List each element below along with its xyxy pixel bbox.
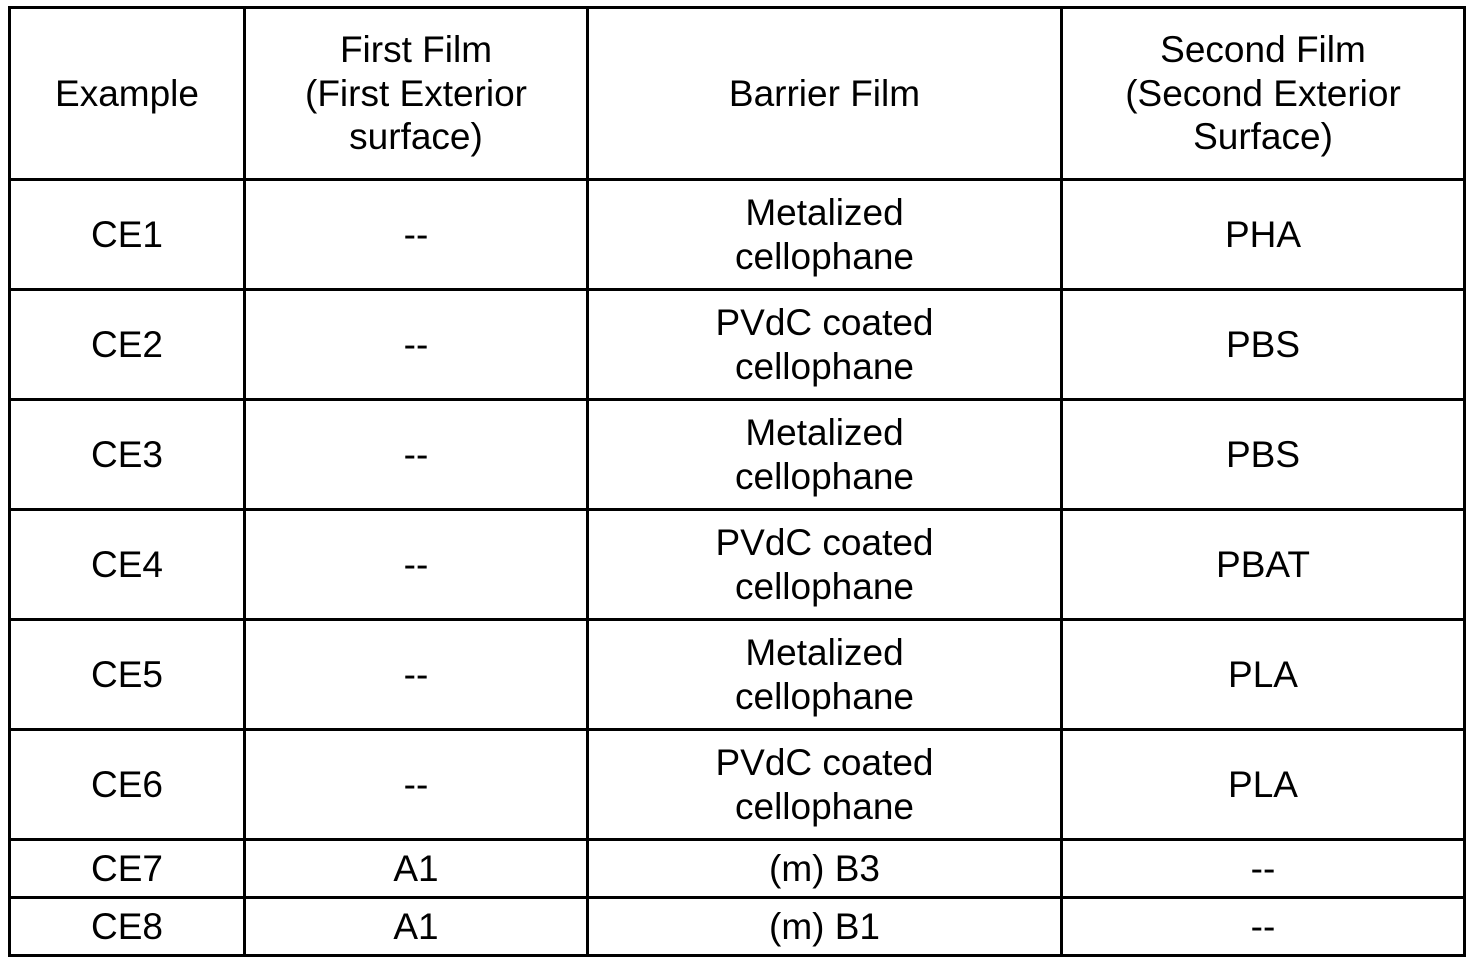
- cell-text: PVdC coated cellophane: [715, 521, 934, 607]
- cell-text: PBS: [1225, 323, 1301, 365]
- cell-first-film: [245, 510, 588, 620]
- cell-barrier-film: [588, 620, 1062, 730]
- cell-example: [10, 730, 245, 840]
- table-row: [10, 730, 1465, 840]
- cell-barrier-film: [588, 510, 1062, 620]
- cell-second-film: [1062, 180, 1465, 290]
- cell-text: (m) B3: [769, 847, 880, 889]
- table-header-row: [10, 8, 1465, 180]
- cell-example: [10, 620, 245, 730]
- cell-text: CE3: [91, 433, 163, 475]
- column-header-example: [10, 8, 245, 180]
- cell-text: CE5: [91, 653, 163, 695]
- table-body: [10, 180, 1465, 956]
- cell-barrier-film: [588, 400, 1062, 510]
- table-row: [10, 510, 1465, 620]
- cell-second-film: [1062, 290, 1465, 400]
- cell-text: --: [1250, 847, 1276, 889]
- cell-first-film: [245, 400, 588, 510]
- table-row: [10, 620, 1465, 730]
- cell-barrier-film: [588, 290, 1062, 400]
- column-header-barrier-film: [588, 8, 1062, 180]
- comparative-examples-table: [8, 6, 1466, 957]
- cell-text: PBAT: [1216, 543, 1310, 585]
- table-row: [10, 400, 1465, 510]
- cell-text: CE4: [91, 543, 163, 585]
- cell-text: --: [403, 323, 429, 365]
- cell-second-film: [1062, 898, 1465, 956]
- cell-first-film: [245, 290, 588, 400]
- cell-text: --: [1250, 905, 1276, 947]
- table-row: [10, 180, 1465, 290]
- table-row: [10, 840, 1465, 898]
- cell-text: --: [403, 543, 429, 585]
- column-header-first-film: [245, 8, 588, 180]
- cell-barrier-film: [588, 898, 1062, 956]
- cell-text: CE6: [91, 763, 163, 805]
- cell-example: [10, 898, 245, 956]
- table-row: [10, 898, 1465, 956]
- cell-text: CE7: [91, 847, 163, 889]
- cell-text: PBS: [1225, 433, 1301, 475]
- cell-text: (m) B1: [769, 905, 880, 947]
- table-row: [10, 290, 1465, 400]
- cell-text: --: [403, 213, 429, 255]
- cell-text: PVdC coated cellophane: [715, 301, 934, 387]
- cell-text: --: [403, 653, 429, 695]
- cell-second-film: [1062, 400, 1465, 510]
- cell-second-film: [1062, 730, 1465, 840]
- cell-text: --: [403, 763, 429, 805]
- cell-first-film: [245, 840, 588, 898]
- cell-barrier-film: [588, 180, 1062, 290]
- cell-text: Barrier Film: [728, 72, 921, 114]
- cell-first-film: [245, 180, 588, 290]
- cell-text: A1: [393, 847, 439, 889]
- cell-barrier-film: [588, 840, 1062, 898]
- cell-text: PVdC coated cellophane: [715, 741, 934, 827]
- cell-text: Example: [55, 72, 199, 114]
- cell-second-film: [1062, 840, 1465, 898]
- cell-text: PLA: [1228, 763, 1298, 805]
- cell-example: [10, 290, 245, 400]
- document-page: [0, 6, 1475, 966]
- cell-text: Metalized cellophane: [735, 411, 914, 497]
- cell-text: CE1: [91, 213, 163, 255]
- cell-first-film: [245, 620, 588, 730]
- cell-first-film: [245, 898, 588, 956]
- cell-second-film: [1062, 620, 1465, 730]
- cell-example: [10, 180, 245, 290]
- cell-text: CE8: [91, 905, 163, 947]
- cell-example: [10, 510, 245, 620]
- cell-text: Second Film (Second Exterior Surface): [1125, 29, 1401, 158]
- cell-text: Metalized cellophane: [735, 631, 914, 717]
- cell-text: Metalized cellophane: [735, 191, 914, 277]
- cell-text: PHA: [1224, 213, 1302, 255]
- cell-text: A1: [393, 905, 439, 947]
- cell-second-film: [1062, 510, 1465, 620]
- cell-example: [10, 400, 245, 510]
- cell-text: PLA: [1228, 653, 1298, 695]
- table-header: [10, 8, 1465, 180]
- cell-text: CE2: [91, 323, 163, 365]
- cell-text: First Film (First Exterior surface): [305, 29, 527, 158]
- cell-example: [10, 840, 245, 898]
- column-header-second-film: [1062, 8, 1465, 180]
- cell-barrier-film: [588, 730, 1062, 840]
- cell-text: --: [403, 433, 429, 475]
- cell-first-film: [245, 730, 588, 840]
